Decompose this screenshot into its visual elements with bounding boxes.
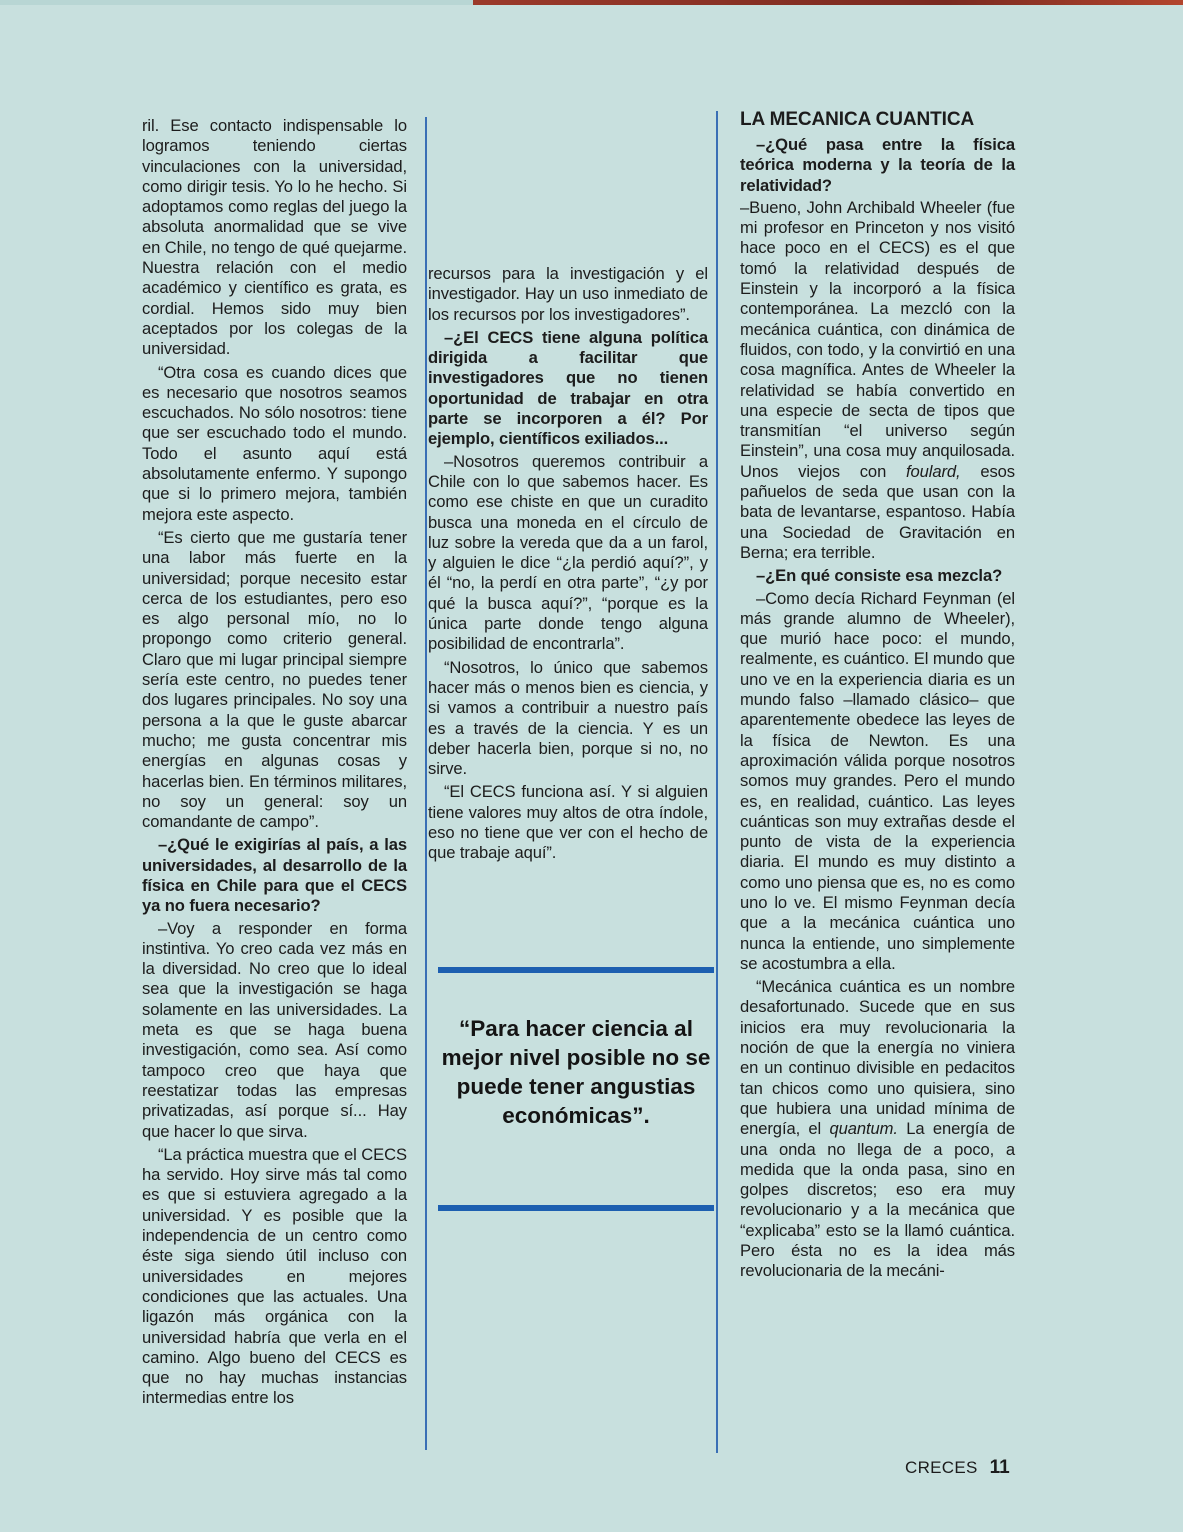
- italic-term: quantum.: [829, 1119, 898, 1139]
- top-color-band: [0, 0, 1183, 5]
- interview-question: –¿Qué le exigirías al país, a las universidades, al desarrollo de la física en Chile para que el CECS ya no fuera necesario?: [142, 835, 407, 916]
- pull-quote: “Para hacer ciencia al mejor nivel posible no se puede tener angustias económicas”.: [441, 1016, 711, 1128]
- text-run: “Mecánica cuántica es un nombre desafortunado. Sucede que en sus inicios era muy revolucionaria la noción de que la energía no viniera en un continuo divisible en pedacitos tan chicos como uno quisiera, sino que hubiera una unidad mínima de energía, el: [740, 977, 1015, 1139]
- interview-question: –¿El CECS tiene alguna política dirigida a facilitar que investigadores que no tienen oportunidad de trabajar en otra parte se incorporen a él? Por ejemplo, científicos exiliados...: [428, 327, 708, 449]
- paragraph: [740, 198, 1015, 563]
- paragraph: –Nosotros queremos contribuir a Chile con lo que sabemos hacer. Es como ese chiste en que un curadito busca una moneda en el círculo de luz sobre la vereda que da a un farol, y alguien le dice “¿la perdió aquí?”, y él “no, la perdí en otra parte”, “¿y por qué la busca aquí?”, “porque es la única parte donde tengo alguna posibilidad de encontrarla”.: [428, 451, 708, 654]
- paragraph: “La práctica muestra que el CECS ha servido. Hoy sirve más tal como es que si estuviera agregado a la universidad. Y es posible que la independencia de un centro como éste siga siendo útil incluso con universidades en mejores condiciones que las actuales. Una ligazón más orgánica con la universidad habría que verla en el camino. Algo bueno del CECS es que no hay muchas instancias intermedias entre los: [142, 1144, 407, 1408]
- page-number: 11: [989, 1457, 1010, 1478]
- section-title: LA MECANICA CUANTICA: [740, 109, 975, 130]
- italic-term: foulard,: [906, 461, 961, 481]
- paragraph: –Como decía Richard Feynman (el más grande alumno de Wheeler), que murió hace poco: el mundo, realmente, es cuántico. El mundo que uno ve en la experiencia diaria es un mundo falso –llamado clásico– que aparentemente obedece las leyes de la física de Newton. Es una aproximación válida porque nosotros somos muy grandes. Pero el mundo es, en realidad, cuántico. Las leyes cuánticas son muy extrañas desde el punto de vista de la experiencia diaria. El mundo es muy distinto a como uno piensa que es, no es como uno lo ve. El mismo Feynman decía que a la mecánica cuántica uno nunca la entiende, uno simplemente se acostumbra a ella.: [740, 588, 1015, 973]
- interview-question: –¿En qué consiste esa mezcla?: [756, 566, 1003, 586]
- page-footer: [905, 1457, 1035, 1479]
- column-3: [740, 108, 1015, 1285]
- paragraph: “El CECS funciona así. Y si alguien tiene valores muy altos de otra índole, eso no tiene que ver con el hecho de que trabaje aquí”.: [428, 782, 708, 863]
- text-run: –Bueno, John Archibald Wheeler (fue mi profesor en Princeton y nos visitó hace poco en el CECS) es el que tomó la relatividad después de Einstein y la incorporó a la física contemporánea. La mezcló con la mecánica cuántica, con dinámica de fluidos, con todo, y la convirtió en una cosa magnífica. Antes de Wheeler la relatividad se había convertido en una especie de secta de tipos que transmitían “el universo según Einstein”, una cosa muy anquilosada. Unos viejos con: [740, 197, 1015, 481]
- column-rule: [425, 117, 427, 1450]
- paragraph: ril. Ese contacto indispensable lo logramos teniendo ciertas vinculaciones con la universidad, como dirigir tesis. Yo lo he hecho. Si adoptamos como reglas del juego la absoluta anormalidad que se vive en Chile, no tengo de qué quejarme. Nuestra relación con el medio académico y científico es grata, es cordial. Hemos sido muy bien aceptados por los colegas de la universidad.: [142, 116, 407, 359]
- paragraph: “Es cierto que me gustaría tener una labor más fuerte en la universidad; porque necesito estar cerca de los estudiantes, pero eso es algo personal mío, no lo propongo como criterio general. Claro que mi lugar principal siempre sería este centro, no puedes tener dos lugares principales. No soy una persona a la que le guste abarcar mucho; me gusta concentrar mis energías en algunas cosas y hacerlas bien. En términos militares, no soy un general: soy un comandante de campo”.: [142, 527, 407, 832]
- column-2: [428, 264, 708, 867]
- paragraph: “Otra cosa es cuando dices que es necesario que nosotros seamos escuchados. No sólo nosotros: tiene que ser escuchado todo el mundo. Todo el asunto aquí está absolutamente enfermo. Y supongo que si lo primero mejora, también mejora este aspecto.: [142, 362, 407, 524]
- paragraph: “Nosotros, lo único que sabemos hacer más o menos bien es ciencia, y si vamos a contribuir a nuestro país es a través de la ciencia. Y es un deber hacerla bien, porque si no, no sirve.: [428, 657, 708, 779]
- column-rule: [716, 111, 718, 1453]
- pullquote-bar-bottom: [438, 1205, 714, 1211]
- column-1: [142, 116, 407, 1412]
- interview-question: –¿Qué pasa entre la física teórica moderna y la teoría de la relatividad?: [740, 135, 1015, 195]
- paragraph: [740, 977, 1015, 1281]
- pullquote-bar-top: [438, 967, 714, 973]
- text-run: La energía de una onda no llega de a poco, a medida que la onda pasa, sino en golpes discretos; eso era muy revolucionario y a la mecánica que “explicaba” esto se la llamó cuántica. Pero ésta no es la idea más revolucionaria de la mecáni-: [740, 1119, 1016, 1281]
- paragraph: recursos para la investigación y el investigador. Hay un uso inmediato de los recursos por los investigadores”.: [428, 264, 708, 324]
- paragraph: –Voy a responder en forma instintiva. Yo creo cada vez más en la diversidad. No creo que lo ideal sea que la investigación se haga solamente en las universidades. La meta es que se haga buena investigación, como sea. Así como tampoco creo que haya que reestatizar todas las empresas privatizadas, así porque sí... Hay que hacer lo que sirva.: [142, 918, 407, 1141]
- magazine-name: CRECES: [905, 1458, 978, 1477]
- text-run: esos pañuelos de seda que usan con la bata de levantarse, espantoso. Había una Sociedad de Gravitación en Berna; era terrible.: [740, 461, 1016, 562]
